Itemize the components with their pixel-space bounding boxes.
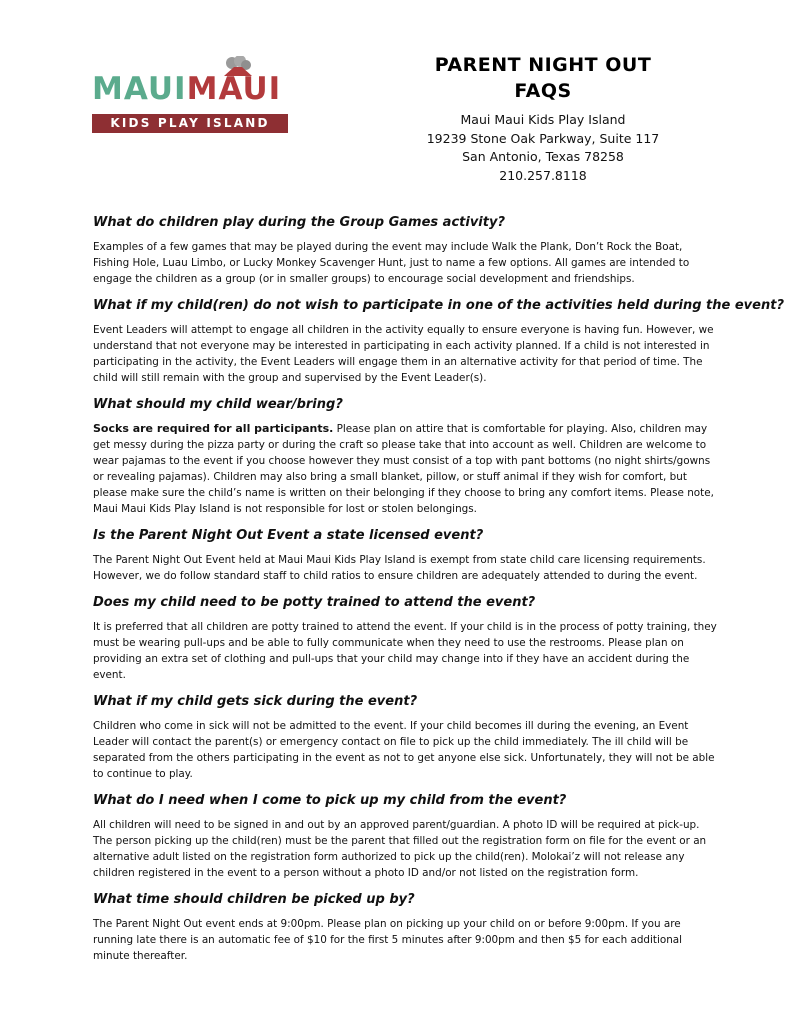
faq-answer: It is preferred that all children are potty trained to attend the event. If your child is in the process of potty training, they must be wearing pull-ups and be able to fully communicate when they need to use the restrooms. Please plan on providing an extra set of clothing and pull-ups that your child may change into if they have an accident during the event. [93, 621, 717, 681]
faq-answer [93, 421, 721, 517]
logo-wordmark [92, 71, 282, 107]
faq-answer: All children will need to be signed in and out by an approved parent/guardian. A photo ID will be required at pick-up. The person picking up the child(ren) must be the parent that filled out the registration form on file for the event or an alternative adult listed on the registration form authorized to pick up the child(ren). Molokai’z will not release any children registered in the event to a person without a photo ID and/or not listed on the registration form. [93, 819, 707, 879]
faq-question: What do I need when I come to pick up my child from the event? [93, 793, 567, 808]
page-title [430, 52, 656, 104]
street-address: 19239 Stone Oak Parkway, Suite 117 [426, 130, 660, 146]
faq-item-pickup-requirements [93, 791, 721, 881]
address-block [420, 111, 666, 185]
faq-item-licensing [93, 526, 721, 584]
faq-question: Is the Parent Night Out Event a state licensed event? [93, 528, 484, 543]
city-state-zip: San Antonio, Texas 78258 [462, 149, 624, 164]
faq-item-sick [93, 692, 721, 782]
faq-answer: Children who come in sick will not be admitted to the event. If your child becomes ill during the evening, an Event Leader will contact the parent(s) or emergency contact on file to pick up the child immediately. The ill child will be separated from the others participating in the event as not to get anyone else sick. Unfortunately, they will not be able to continue to play. [93, 720, 715, 780]
faq-question: What if my child(ren) do not wish to participate in one of the activities held during the event? [93, 298, 784, 313]
faq-question: What do children play during the Group Games activity? [93, 215, 505, 230]
faq-item-group-games [93, 213, 721, 287]
faq-question: Does my child need to be potty trained to attend the event? [93, 595, 536, 610]
faq-question: What should my child wear/bring? [93, 397, 343, 412]
business-name: Maui Maui Kids Play Island [460, 112, 626, 127]
faq-item-participation [93, 296, 784, 386]
faq-question: What if my child gets sick during the event? [93, 694, 418, 709]
faq-item-pickup-time [93, 890, 721, 964]
faq-item-potty-training [93, 593, 721, 683]
faq-answer-body: Please plan on attire that is comfortable for playing. Also, children may get messy during the pizza party or during the craft so please take that into account as well. Children are welcome to wear pajamas to the event if you choose however they must consist of a top with pant bottoms (no night shirts/gowns or revealing pajamas). Children may also bring a small blanket, pillow, or stuff animal if they wish for comfort, but please make sure the child’s name is written on their belonging if they choose to bring any comfort items. Please note, Maui Maui Kids Play Island is not responsible for lost or stolen belongings. [93, 423, 714, 515]
logo-word-part2: MAUI [186, 71, 282, 107]
title-line-2: FAQS [514, 80, 572, 102]
faq-list [93, 213, 784, 973]
faq-answer-lead: Socks are required for all participants. [93, 422, 334, 435]
title-line-1: PARENT NIGHT OUT [434, 54, 652, 76]
maui-maui-logo [92, 56, 292, 136]
logo-tagline: KIDS PLAY ISLAND [92, 114, 288, 133]
faq-answer: Examples of a few games that may be played during the event may include Walk the Plank, Don’t Rock the Boat, Fishing Hole, Luau Limbo, or Lucky Monkey Scavenger Hunt, just to name a few options. All games are intended to engage the children as a group (or in smaller groups) to encourage social development and friendships. [93, 241, 690, 285]
faq-answer: The Parent Night Out Event held at Maui Maui Kids Play Island is exempt from state child care licensing requirements. However, we do follow standard staff to child ratios to ensure children are adequately attended to during the event. [93, 554, 706, 582]
phone-number: 210.257.8118 [499, 167, 587, 183]
faq-question: What time should children be picked up by? [93, 892, 415, 907]
faq-item-wear-bring [93, 395, 721, 517]
logo-word-part1: MAUI [92, 71, 187, 107]
faq-answer: The Parent Night Out event ends at 9:00pm. Please plan on picking up your child on or before 9:00pm. If you are running late there is an automatic fee of $10 for the first 5 minutes after 9:00pm and then $5 for each additional minute thereafter. [93, 918, 683, 962]
faq-answer: Event Leaders will attempt to engage all children in the activity equally to ensure everyone is having fun. However, we understand that not everyone may be interested in participating in each activity planned. If a child is not interested in participating in the activity, the Event Leaders will engage them in an alternative activity for that period of time. The child will still remain with the group and supervised by the Event Leader(s). [93, 324, 714, 384]
